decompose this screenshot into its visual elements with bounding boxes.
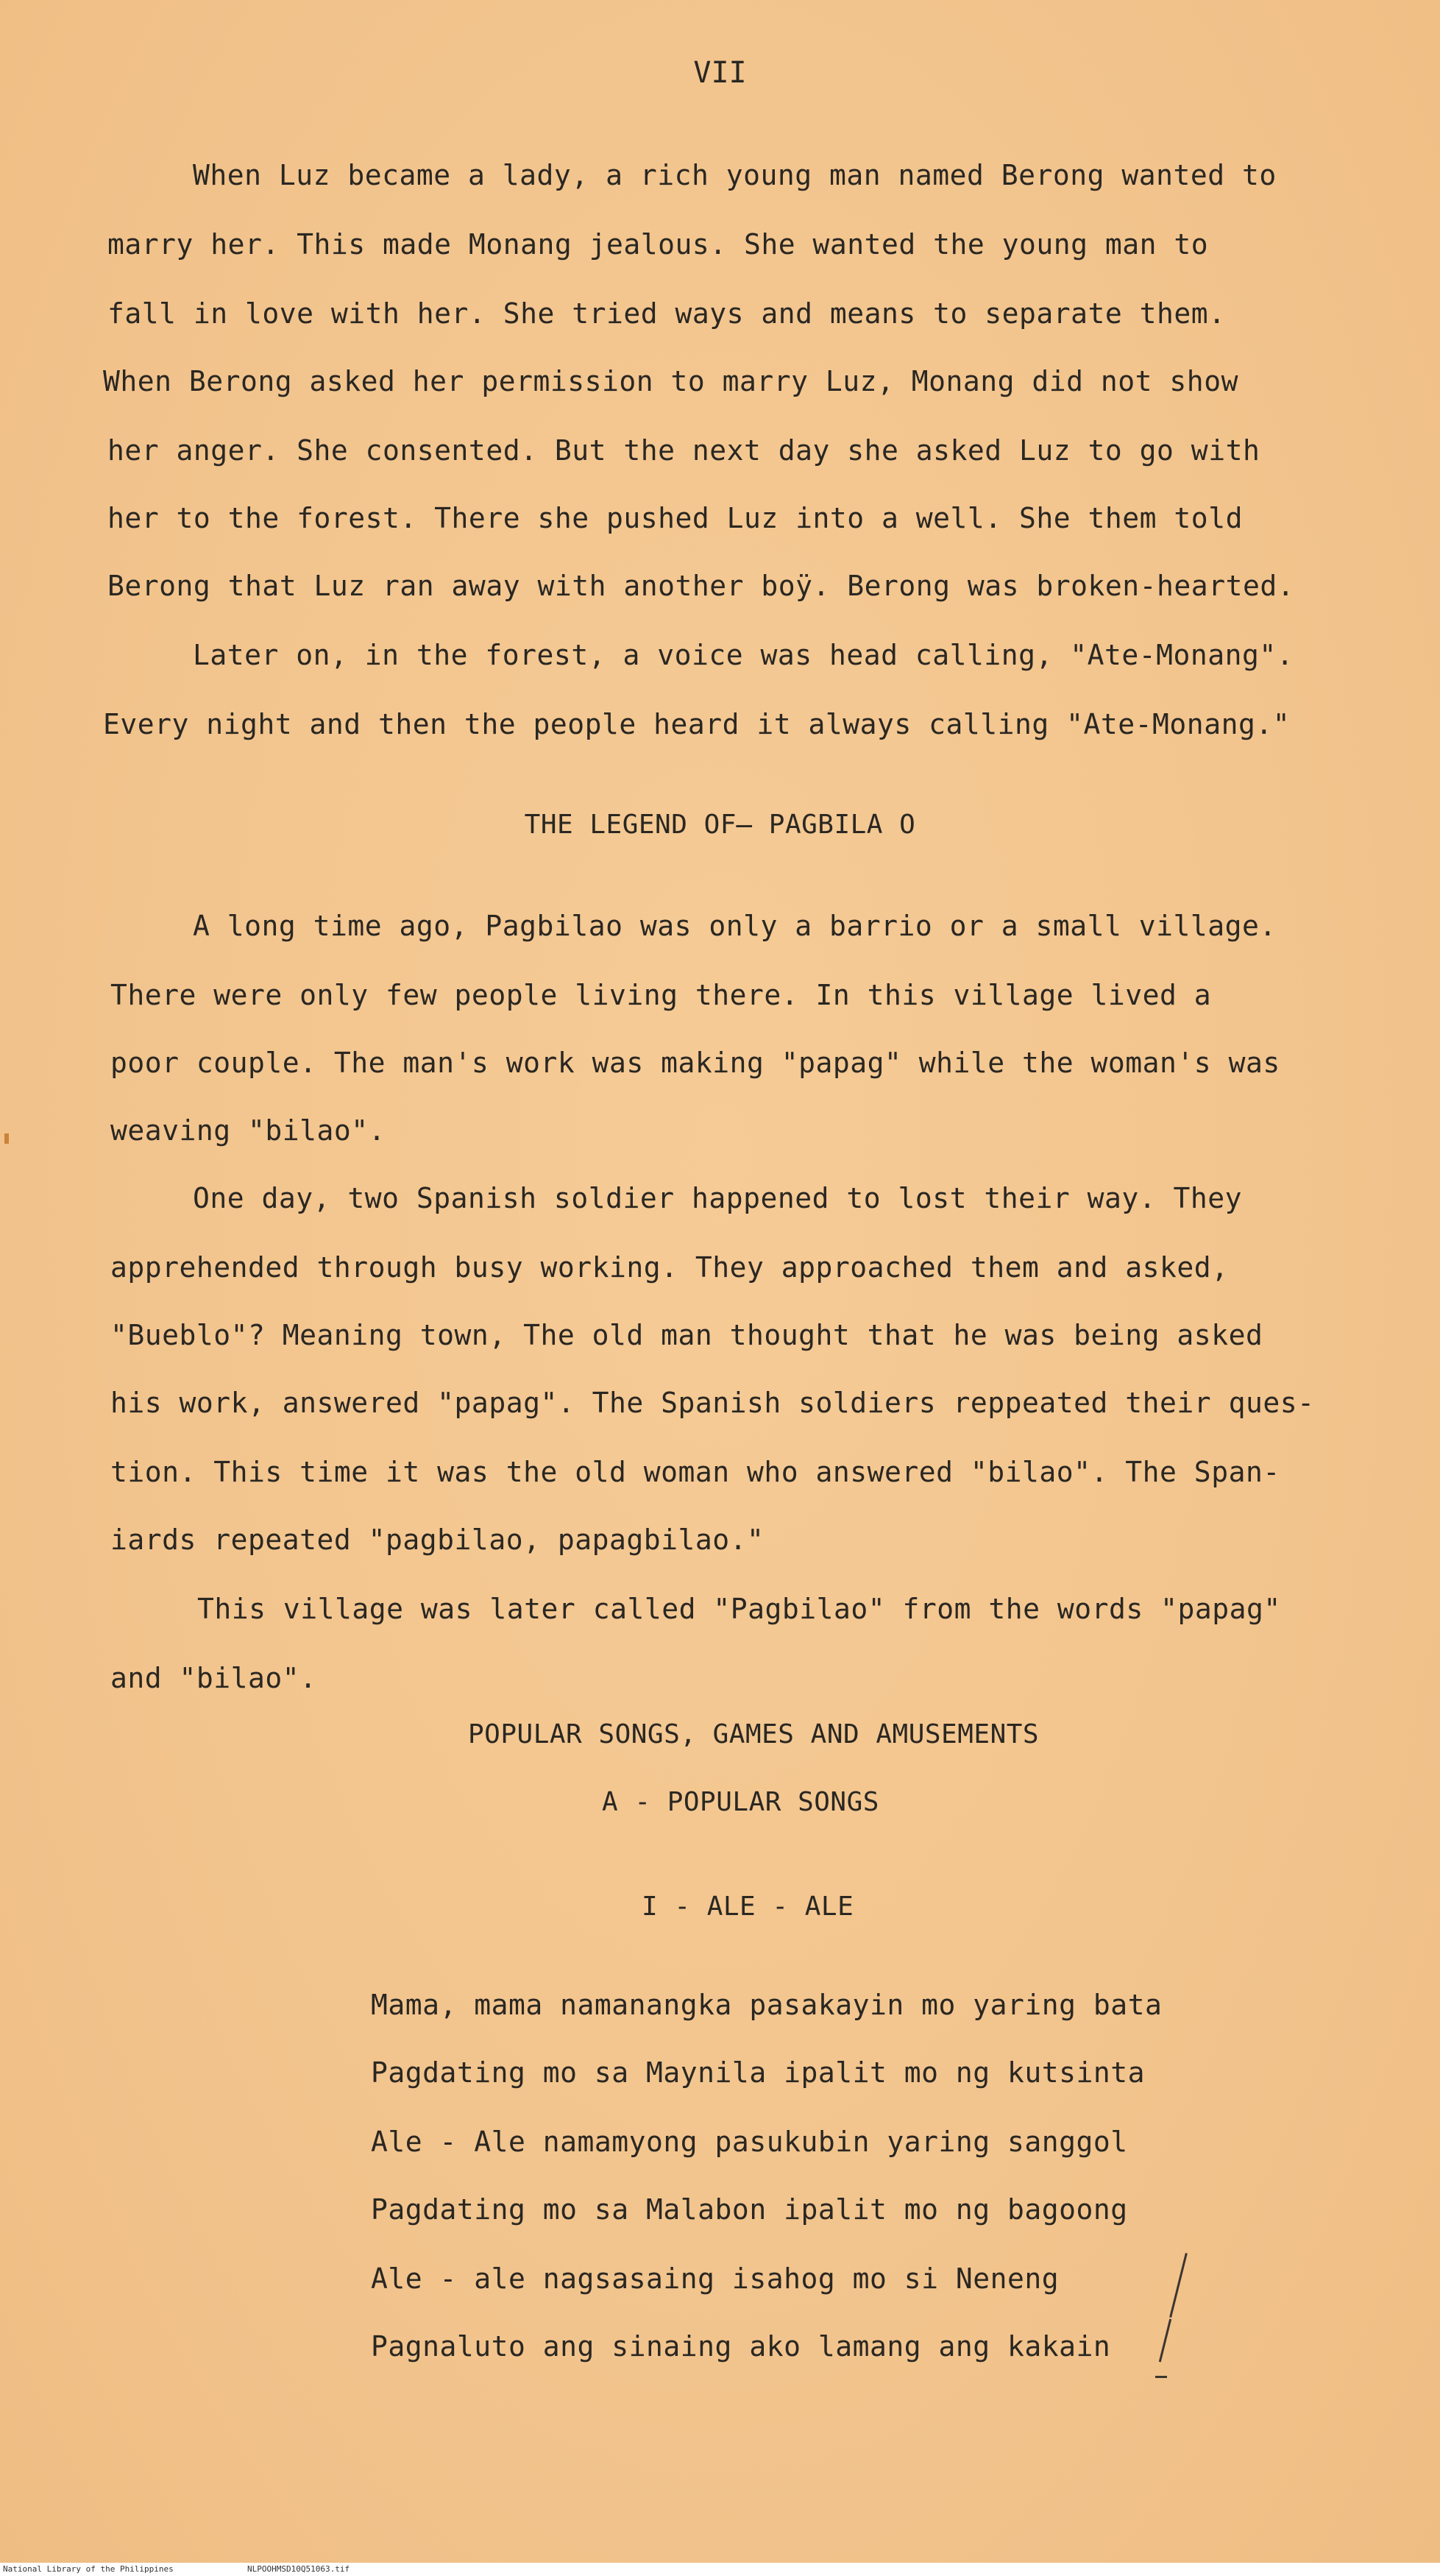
text-line: A long time ago, Pagbilao was only a barrio or a small village. — [193, 910, 1277, 942]
text-line: her anger. She consented. But the next day she asked Luz to go with — [107, 434, 1260, 467]
scan-footer — [0, 2563, 1440, 2576]
pen-mark — [1169, 2253, 1188, 2318]
text-line: This village was later called "Pagbilao" from the words "papag" — [197, 1593, 1281, 1625]
text-line: marry her. This made Monang jealous. She wanted the young man to — [107, 228, 1209, 261]
text-line: his work, answered "papag". The Spanish soldiers reppeated their ques- — [110, 1387, 1315, 1419]
text-line: weaving "bilao". — [110, 1114, 386, 1147]
text-line: and "bilao". — [110, 1662, 317, 1694]
song-line: Pagnaluto ang sinaing ako lamang ang kakain — [371, 2330, 1111, 2363]
song-line: Ale - ale nagsasaing isahog mo si Neneng — [371, 2262, 1060, 2295]
text-line: tion. This time it was the old woman who answered "bilao". The Span- — [110, 1456, 1280, 1488]
song-title: I - ALE - ALE — [642, 1892, 854, 1922]
footer-source: National Library of the Philippines — [3, 2564, 174, 2574]
text-line: One day, two Spanish soldier happened to lost their way. They — [193, 1182, 1243, 1214]
song-line: Pagdating mo sa Maynila ipalit mo ng kutsinta — [371, 2056, 1146, 2089]
text-line: "Bueblo"? Meaning town, The old man thought that he was being asked — [110, 1319, 1263, 1351]
text-line: Later on, in the forest, a voice was head calling, "Ate-Monang". — [193, 639, 1294, 671]
text-line: Berong that Luz ran away with another boÿ. Berong was broken-hearted. — [107, 570, 1295, 602]
text-line: iards repeated "pagbilao, papagbilao." — [110, 1524, 765, 1556]
text-line: fall in love with her. She tried ways and means to separate them. — [107, 297, 1226, 330]
footer-filename: NLPOOHMSD10Q51063.tif — [247, 2564, 350, 2574]
pen-mark — [1159, 2319, 1171, 2363]
edge-mark — [4, 1133, 9, 1144]
song-line: Pagdating mo sa Malabon ipalit mo ng bagoong — [371, 2193, 1128, 2226]
text-line: her to the forest. There she pushed Luz into a well. She them told — [107, 502, 1243, 534]
text-line: Every night and then the people heard it always calling "Ate-Monang." — [103, 708, 1291, 740]
text-line: When Berong asked her permission to marry Luz, Monang did not show — [103, 365, 1238, 397]
text-line: apprehended through busy working. They approached them and asked, — [110, 1251, 1229, 1284]
text-line: When Luz became a lady, a rich young man named Berong wanted to — [193, 159, 1277, 191]
legend-title: THE LEGEND OF̶ PAGBILA O — [524, 810, 916, 840]
page-number: VII — [693, 56, 747, 90]
song-line: Ale - Ale namamyong pasukubin yaring sanggol — [371, 2126, 1128, 2158]
pen-mark — [1155, 2376, 1167, 2378]
subsection-title: A - POPULAR SONGS — [602, 1787, 879, 1817]
text-line: poor couple. The man's work was making "papag" while the woman's was — [110, 1047, 1280, 1079]
song-line: Mama, mama namanangka pasakayin mo yaring bata — [371, 1989, 1163, 2021]
section-title: POPULAR SONGS, GAMES AND AMUSEMENTS — [468, 1719, 1040, 1749]
text-line: There were only few people living there. In this village lived a — [110, 979, 1212, 1011]
